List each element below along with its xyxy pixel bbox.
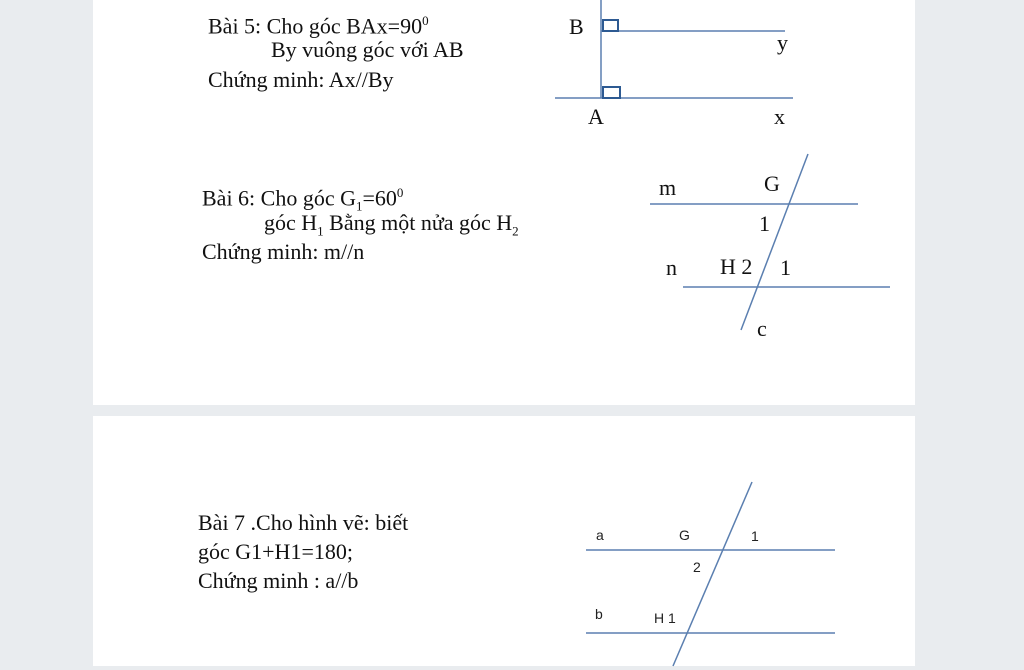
sub-h1: 1 [317, 223, 324, 239]
page-2 [93, 416, 915, 666]
label-a: a [596, 527, 604, 543]
bai5-title: Bài 5: Cho góc BAx=90 [208, 13, 423, 39]
label-h1: H 1 [654, 610, 676, 626]
bai6-title: Bài 6: Cho góc G [202, 185, 356, 211]
bai5-figure [93, 0, 915, 405]
bai6-l2a: góc H [264, 210, 318, 235]
label-h2: H 2 [720, 254, 753, 279]
bai7-line3: Chứng minh : a//b [198, 568, 359, 593]
label-angle-1-bottom: 1 [780, 255, 791, 280]
label-y: y [777, 30, 788, 55]
label-angle-1: 1 [751, 528, 759, 544]
label-m: m [659, 175, 677, 200]
bai6-line3: Chứng minh: m//n [202, 239, 365, 264]
right-angle-mark-b [603, 20, 618, 31]
label-c: c [757, 316, 767, 341]
right-angle-mark-a [603, 87, 620, 98]
bai7-line2: góc G1+H1=180; [198, 539, 353, 564]
label-b: B [569, 14, 584, 39]
bai6-degree: 0 [396, 185, 404, 200]
bai5-line3: Chứng minh: Ax//By [208, 67, 394, 92]
bai5-degree: 0 [422, 13, 429, 28]
sub-1: 1 [356, 198, 363, 214]
bai7-figure [93, 416, 915, 666]
label-a: A [588, 104, 604, 129]
bai5-line2: By vuông góc với AB [271, 37, 464, 62]
label-x: x [774, 104, 785, 129]
label-g: G [679, 527, 690, 543]
label-n: n [666, 255, 677, 280]
label-angle-1-top: 1 [759, 211, 770, 236]
bai7-line1: Bài 7 .Cho hình vẽ: biết [198, 510, 409, 535]
page-1 [93, 0, 915, 405]
label-angle-2: 2 [693, 559, 701, 575]
label-g: G [764, 171, 780, 196]
bai6-eq: =60 [362, 185, 397, 211]
bai6-l2b: Bằng một nửa góc H [323, 210, 513, 235]
sub-h2: 2 [512, 223, 519, 239]
label-b: b [595, 606, 603, 622]
transversal [673, 482, 752, 666]
